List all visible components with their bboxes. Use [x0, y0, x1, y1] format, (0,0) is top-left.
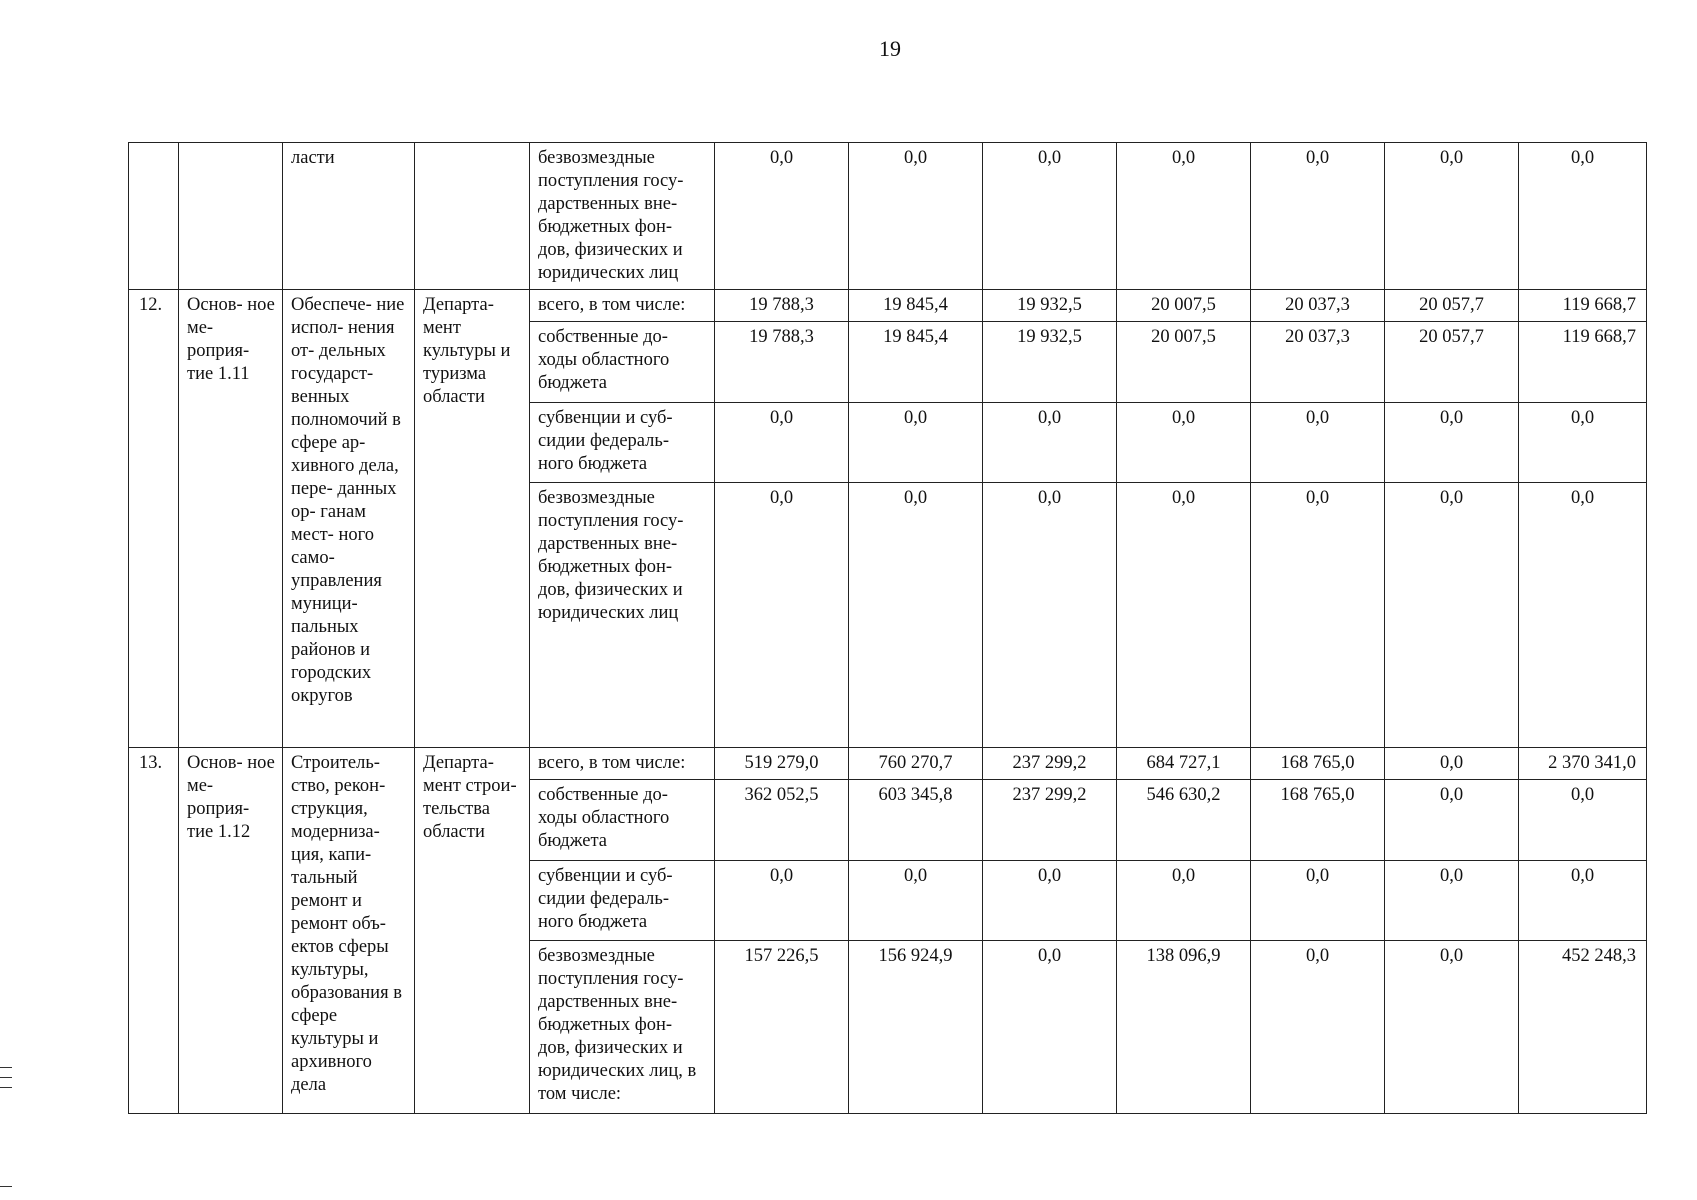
value-cell: 0,0 — [849, 483, 983, 748]
value-cell: 19 845,4 — [849, 290, 983, 322]
value-cell: 168 765,0 — [1251, 748, 1385, 780]
value-cell: 0,0 — [1385, 403, 1519, 483]
source-cell: субвенции и суб- сидии федераль- ного бюджета — [530, 403, 715, 483]
index-cell — [129, 143, 179, 290]
value-cell: 20 007,5 — [1117, 322, 1251, 403]
value-cell: 0,0 — [983, 941, 1117, 1114]
table-row-measure-12-total — [129, 290, 1647, 322]
value-cell: 0,0 — [1385, 941, 1519, 1114]
value-cell: 0,0 — [849, 403, 983, 483]
value-cell: 452 248,3 — [1519, 941, 1647, 1114]
value-cell: 0,0 — [849, 143, 983, 290]
budget-table — [128, 142, 1647, 1114]
page-number: 19 — [879, 36, 901, 61]
value-cell: 20 007,5 — [1117, 290, 1251, 322]
type-cell — [179, 143, 283, 290]
table-row-measure-13-total — [129, 748, 1647, 780]
source-cell: собственные до- ходы областного бюджета — [530, 780, 715, 861]
source-cell: субвенции и суб- сидии федераль- ного бюджета — [530, 861, 715, 941]
value-cell: 0,0 — [715, 861, 849, 941]
value-cell: 684 727,1 — [1117, 748, 1251, 780]
value-cell: 168 765,0 — [1251, 780, 1385, 861]
margin-mark — [0, 1067, 12, 1068]
description-cell: Строитель- ство, рекон- струкция, модерниза- ция, капи- тальный ремонт и ремонт объ- ектов сферы культуры, образования в сфере культуры и архивного дела — [283, 748, 415, 1114]
value-cell: 0,0 — [1385, 483, 1519, 748]
type-cell: Основ- ное ме- роприя- тие 1.12 — [179, 748, 283, 1114]
table-row-continuation — [129, 143, 1647, 290]
index-cell: 13. — [129, 748, 179, 1114]
value-cell: 0,0 — [1519, 483, 1647, 748]
value-cell: 0,0 — [1117, 861, 1251, 941]
value-cell: 0,0 — [1385, 861, 1519, 941]
value-cell: 0,0 — [1117, 403, 1251, 483]
value-cell: 0,0 — [715, 483, 849, 748]
value-cell: 362 052,5 — [715, 780, 849, 861]
value-cell: 0,0 — [983, 861, 1117, 941]
source-cell: безвозмездные поступления госу- дарственных вне- бюджетных фон- дов, физических и юридических лиц — [530, 483, 715, 748]
source-cell: всего, в том числе: — [530, 290, 715, 322]
value-cell: 0,0 — [983, 483, 1117, 748]
value-cell: 119 668,7 — [1519, 322, 1647, 403]
value-cell: 0,0 — [849, 861, 983, 941]
description-cell: Обеспече- ние испол- нения от- дельных государст- венных полномочий в сфере ар- хивного дела, пере- данных ор- ганам мест- ного само- управления муници- пальных районов и городских округов — [283, 290, 415, 748]
value-cell: 0,0 — [1251, 483, 1385, 748]
value-cell: 156 924,9 — [849, 941, 983, 1114]
value-cell: 0,0 — [983, 403, 1117, 483]
value-cell: 20 037,3 — [1251, 322, 1385, 403]
value-cell: 603 345,8 — [849, 780, 983, 861]
source-cell: безвозмездные поступления госу- дарственных вне- бюджетных фон- дов, физических и юридических лиц — [530, 143, 715, 290]
value-cell: 19 788,3 — [715, 322, 849, 403]
index-cell: 12. — [129, 290, 179, 748]
value-cell: 237 299,2 — [983, 780, 1117, 861]
value-cell: 19 932,5 — [983, 322, 1117, 403]
value-cell: 138 096,9 — [1117, 941, 1251, 1114]
value-cell: 157 226,5 — [715, 941, 849, 1114]
value-cell: 20 037,3 — [1251, 290, 1385, 322]
value-cell: 119 668,7 — [1519, 290, 1647, 322]
margin-mark — [0, 1087, 12, 1088]
value-cell: 2 370 341,0 — [1519, 748, 1647, 780]
margin-mark — [0, 1077, 12, 1078]
value-cell: 20 057,7 — [1385, 290, 1519, 322]
value-cell: 519 279,0 — [715, 748, 849, 780]
value-cell: 0,0 — [1385, 748, 1519, 780]
executor-cell: Департа- мент строи- тельства области — [415, 748, 530, 1114]
source-cell: собственные до- ходы областного бюджета — [530, 322, 715, 403]
source-cell: всего, в том числе: — [530, 748, 715, 780]
value-cell: 546 630,2 — [1117, 780, 1251, 861]
value-cell: 19 845,4 — [849, 322, 983, 403]
value-cell: 0,0 — [715, 143, 849, 290]
value-cell: 0,0 — [1519, 861, 1647, 941]
type-cell: Основ- ное ме- роприя- тие 1.11 — [179, 290, 283, 748]
value-cell: 0,0 — [1385, 143, 1519, 290]
value-cell: 0,0 — [1251, 861, 1385, 941]
executor-cell — [415, 143, 530, 290]
value-cell: 0,0 — [1519, 403, 1647, 483]
value-cell: 0,0 — [1117, 483, 1251, 748]
margin-mark — [0, 1186, 12, 1187]
value-cell: 19 932,5 — [983, 290, 1117, 322]
source-cell: безвозмездные поступления госу- дарственных вне- бюджетных фон- дов, физических и юридических лиц, в том числе: — [530, 941, 715, 1114]
value-cell: 0,0 — [1251, 941, 1385, 1114]
value-cell: 0,0 — [1251, 403, 1385, 483]
value-cell: 237 299,2 — [983, 748, 1117, 780]
description-cell: ласти — [283, 143, 415, 290]
value-cell: 0,0 — [1251, 143, 1385, 290]
value-cell: 0,0 — [715, 403, 849, 483]
value-cell: 0,0 — [1519, 780, 1647, 861]
value-cell: 19 788,3 — [715, 290, 849, 322]
value-cell: 0,0 — [983, 143, 1117, 290]
value-cell: 760 270,7 — [849, 748, 983, 780]
executor-cell: Департа- мент культуры и туризма области — [415, 290, 530, 748]
value-cell: 0,0 — [1385, 780, 1519, 861]
value-cell: 0,0 — [1519, 143, 1647, 290]
value-cell: 0,0 — [1117, 143, 1251, 290]
value-cell: 20 057,7 — [1385, 322, 1519, 403]
